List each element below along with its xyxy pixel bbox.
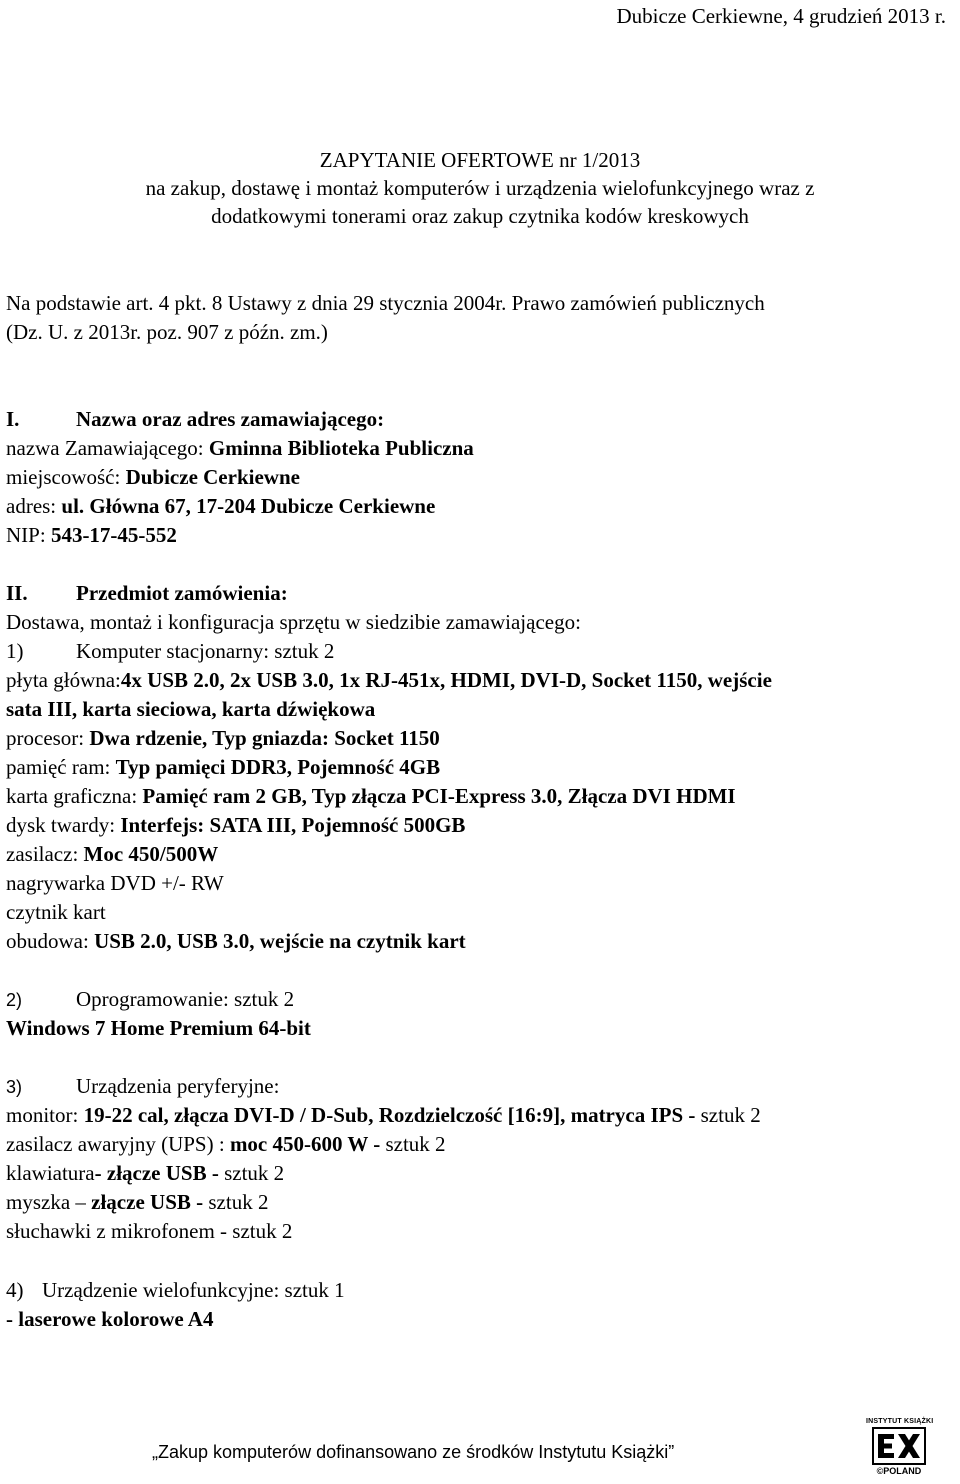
- spec-value: Dwa rdzenie, Typ gniazda: Socket 1150: [89, 726, 440, 750]
- section-1-heading: [6, 405, 384, 434]
- spec-qty: sztuk 2: [224, 1161, 285, 1185]
- section-1-title: Nazwa oraz adres zamawiającego:: [76, 407, 385, 431]
- item-2-text: Oprogramowanie: sztuk 2: [76, 987, 295, 1011]
- item-3-text: Urządzenia peryferyjne:: [76, 1074, 280, 1098]
- title-line-3: dodatkowymi tonerami oraz zakup czytnika kodów kreskowych: [211, 204, 749, 228]
- spec-label: monitor:: [6, 1103, 84, 1127]
- spec-value: Typ pamięci DDR3, Pojemność 4GB: [115, 755, 441, 779]
- item-2-number: 2): [6, 990, 23, 1010]
- orderer-city: [6, 463, 300, 492]
- spec-headset: słuchawki z mikrofonem - sztuk 2: [6, 1219, 293, 1243]
- logo-top-text: INSTYTUT KSIĄŻKI: [866, 1418, 934, 1425]
- title-line-1: ZAPYTANIE OFERTOWE nr 1/2013: [319, 148, 641, 172]
- spec-label: pamięć ram:: [6, 755, 116, 779]
- spec-hdd: [6, 811, 465, 840]
- orderer-address-value: ul. Główna 67, 17-204 Dubicze Cerkiewne: [61, 494, 436, 518]
- spec-ram: [6, 753, 440, 782]
- spec-motherboard-cont: sata III, karta sieciowa, karta dźwiękowa: [6, 697, 376, 721]
- orderer-address: [6, 492, 435, 521]
- legal-basis-line-2: (Dz. U. z 2013r. poz. 907 z późn. zm.): [6, 320, 328, 344]
- orderer-name-value: Gminna Biblioteka Publiczna: [208, 436, 474, 460]
- spec-value: 4x USB 2.0, 2x USB 3.0, 1x RJ-451x, HDMI, DVI-D, Socket 1150, wejście: [120, 668, 772, 692]
- spec-keyboard: [6, 1159, 284, 1188]
- funding-note: „Zakup komputerów dofinansowano ze środków Instytutu Książki”: [152, 1442, 675, 1462]
- spec-qty: sztuk 2: [700, 1103, 761, 1127]
- spec-mouse: [6, 1188, 268, 1217]
- item-1-number: 1): [6, 639, 24, 663]
- orderer-nip-label: NIP:: [6, 523, 51, 547]
- spec-label: płyta główna:: [6, 668, 121, 692]
- spec-value: złącze USB -: [91, 1190, 209, 1214]
- logo-mark: [872, 1427, 926, 1465]
- item-1-text: Komputer stacjonarny: sztuk 2: [76, 639, 335, 663]
- spec-value: - złącze USB -: [94, 1161, 225, 1185]
- item-3-number: 3): [6, 1077, 23, 1097]
- place-date: Dubicze Cerkiewne, 4 grudzień 2013 r.: [616, 4, 946, 28]
- spec-label: zasilacz awaryjny (UPS) :: [6, 1132, 230, 1156]
- institute-logo: [866, 1418, 932, 1480]
- section-1-numeral: I.: [6, 407, 20, 431]
- orderer-name-label: nazwa Zamawiającego:: [6, 436, 209, 460]
- ex-mark-icon: [874, 1429, 924, 1463]
- spec-dvd: nagrywarka DVD +/- RW: [6, 871, 224, 895]
- orderer-nip-value: 543-17-45-552: [50, 523, 177, 547]
- orderer-address-label: adres:: [6, 494, 62, 518]
- spec-qty: sztuk 2: [208, 1190, 269, 1214]
- spec-case: [6, 927, 466, 956]
- orderer-city-label: miejscowość:: [6, 465, 126, 489]
- spec-card-reader: czytnik kart: [6, 900, 106, 924]
- order-intro: Dostawa, montaż i konfiguracja sprzętu w siedzibie zamawiającego:: [6, 610, 581, 634]
- spec-label: procesor:: [6, 726, 90, 750]
- item-1: [6, 637, 334, 666]
- spec-qty: sztuk 2: [385, 1132, 446, 1156]
- item-4-number: 4): [6, 1278, 24, 1302]
- spec-value: Moc 450/500W: [83, 842, 219, 866]
- spec-value: USB 2.0, USB 3.0, wejście na czytnik kart: [94, 929, 466, 953]
- spec-gpu: [6, 782, 736, 811]
- spec-ups: [6, 1130, 446, 1159]
- legal-basis-line-1: Na podstawie art. 4 pkt. 8 Ustawy z dnia 29 stycznia 2004r. Prawo zamówień publicznych: [6, 291, 765, 315]
- section-2-numeral: II.: [6, 581, 28, 605]
- spec-monitor: [6, 1101, 761, 1130]
- item-4-text: Urządzenie wielofunkcyjne: sztuk 1: [42, 1278, 345, 1302]
- logo-bottom-text: ©POLAND: [876, 1466, 922, 1476]
- spec-label: obudowa:: [6, 929, 95, 953]
- os-edition: Windows 7 Home Premium 64-bit: [6, 1016, 311, 1040]
- title-line-2: na zakup, dostawę i montaż komputerów i urządzenia wielofunkcyjnego wraz z: [145, 176, 815, 200]
- orderer-nip: [6, 521, 177, 550]
- spec-cpu: [6, 724, 440, 753]
- section-2-heading: [6, 579, 288, 608]
- spec-motherboard: [6, 666, 772, 695]
- orderer-city-value: Dubicze Cerkiewne: [125, 465, 300, 489]
- spec-label: klawiatura: [6, 1161, 95, 1185]
- spec-label: myszka –: [6, 1190, 92, 1214]
- item-3: [6, 1072, 279, 1102]
- spec-label: karta graficzna:: [6, 784, 143, 808]
- spec-value: moc 450-600 W -: [229, 1132, 386, 1156]
- spec-label: dysk twardy:: [6, 813, 121, 837]
- mfp-type: - laserowe kolorowe A4: [6, 1307, 214, 1331]
- item-4: [6, 1276, 345, 1305]
- item-2: [6, 985, 294, 1015]
- spec-psu: [6, 840, 218, 869]
- spec-value: Interfejs: SATA III, Pojemność 500GB: [120, 813, 466, 837]
- spec-label: zasilacz:: [6, 842, 84, 866]
- spec-value: 19-22 cal, złącza DVI-D / D-Sub, Rozdzielczość [16:9], matryca IPS -: [83, 1103, 701, 1127]
- section-2-title: Przedmiot zamówienia:: [76, 581, 288, 605]
- document-title: [0, 146, 960, 230]
- orderer-name: [6, 434, 474, 463]
- spec-value: Pamięć ram 2 GB, Typ złącza PCI-Express 3.0, Złącza DVI HDMI: [142, 784, 736, 808]
